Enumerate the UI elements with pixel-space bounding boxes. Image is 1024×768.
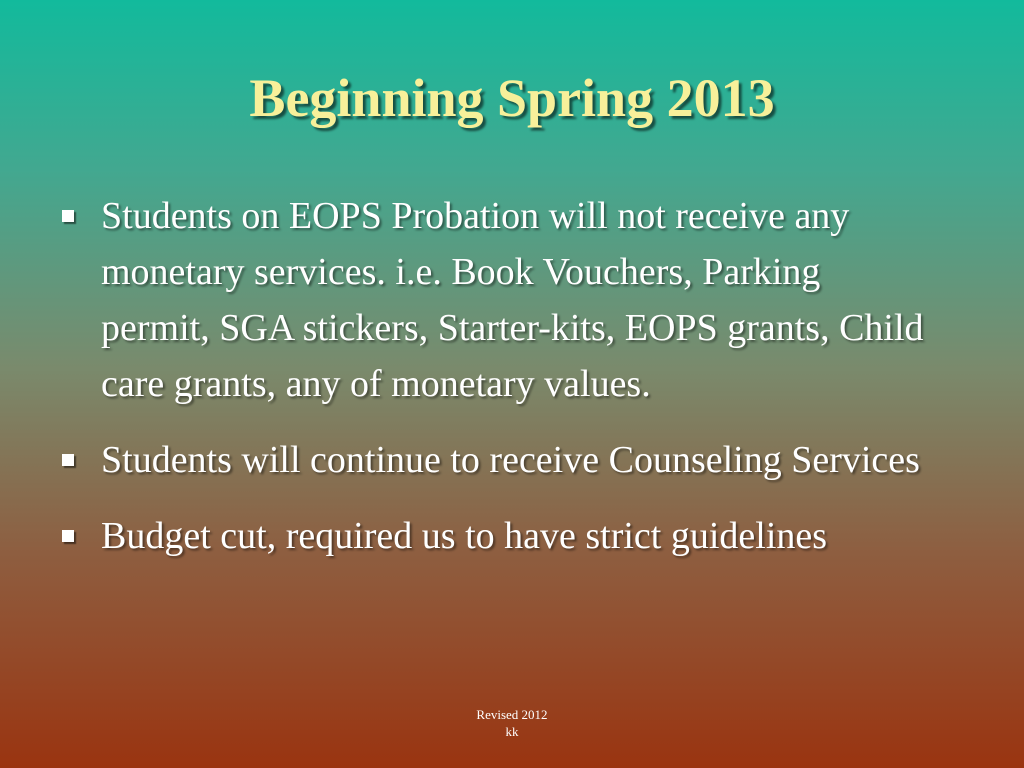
bullet-item: [0, 508, 931, 564]
footer-note: [432, 706, 592, 740]
bullet-text: Budget cut, required us to have strict guidelines: [101, 515, 828, 557]
bullet-text: Students on EOPS Probation will not receive any monetary services. i.e. Book Vouchers, Parking permit, SGA stickers, Starter-kits, EOPS grants, Child care grants, any of monetary values.: [101, 195, 924, 405]
square-bullet-icon: [62, 454, 74, 466]
bullet-item: [0, 432, 931, 488]
slide-title: Beginning Spring 2013: [249, 68, 775, 128]
square-bullet-icon: [62, 530, 74, 542]
footer-initials: kk: [505, 724, 519, 739]
bullet-text: Students will continue to receive Counseling Services: [101, 439, 920, 481]
square-bullet-icon: [62, 210, 74, 222]
bullet-list: [0, 188, 1024, 584]
bullet-item: [0, 188, 931, 412]
footer-revised: Revised 2012: [476, 707, 548, 722]
